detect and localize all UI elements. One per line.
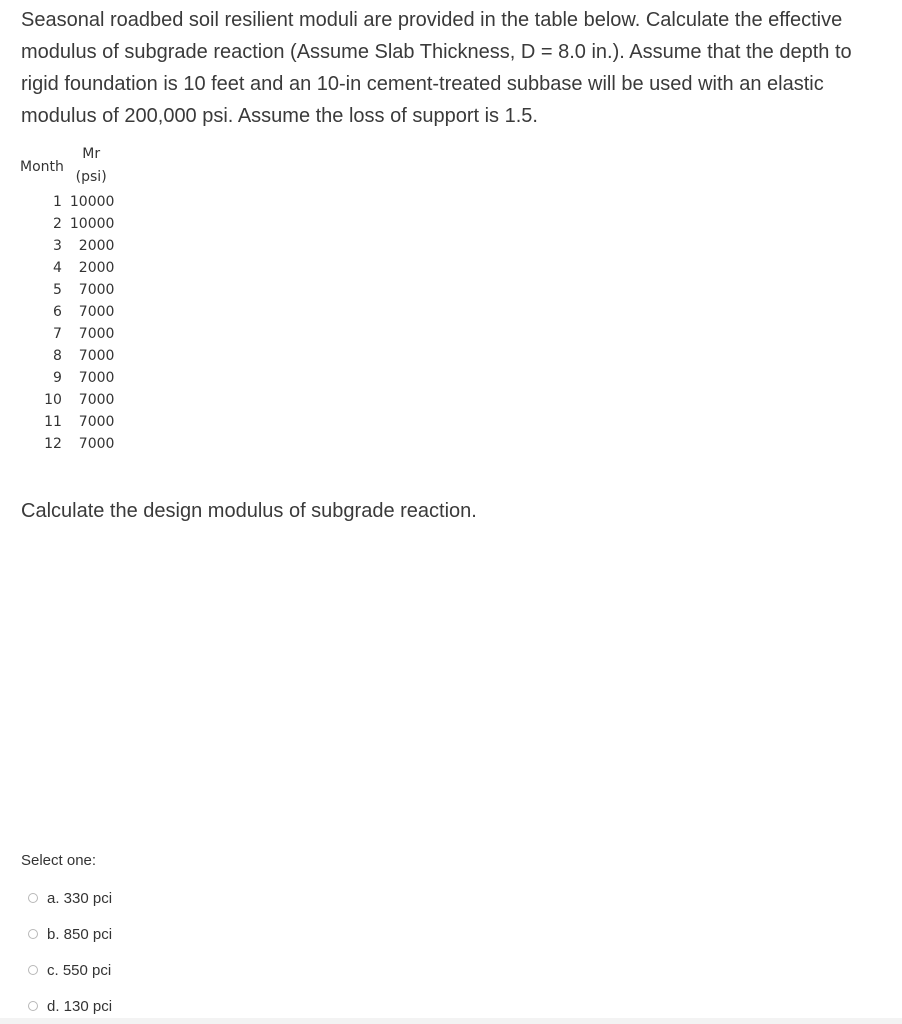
mr-cell: 7000 xyxy=(78,436,115,452)
mr-cell: 7000 xyxy=(78,392,115,408)
moduli-table xyxy=(18,143,116,455)
answer-option-label: a. 330 pci xyxy=(47,889,113,907)
bottom-divider xyxy=(0,1018,902,1024)
table-row xyxy=(18,389,116,411)
mr-cell: 7000 xyxy=(78,414,115,430)
mr-cell: 10000 xyxy=(69,194,115,210)
table-row xyxy=(18,213,116,235)
answer-option-label: c. 550 pci xyxy=(47,961,112,979)
radio-button-d[interactable] xyxy=(28,1001,38,1011)
mr-cell: 10000 xyxy=(69,216,115,232)
month-cell: 4 xyxy=(52,260,62,276)
table-body xyxy=(18,191,116,455)
mr-cell: 7000 xyxy=(78,326,115,342)
mr-cell: 7000 xyxy=(78,304,115,320)
radio-button-c[interactable] xyxy=(28,965,38,975)
radio-button-b[interactable] xyxy=(28,929,38,939)
table-row xyxy=(18,235,116,257)
answer-option-label: b. 850 pci xyxy=(47,925,113,943)
answer-option-a[interactable] xyxy=(21,880,421,916)
answer-option-label: d. 130 pci xyxy=(47,997,113,1015)
month-cell: 6 xyxy=(52,304,62,320)
radio-button-a[interactable] xyxy=(28,893,38,903)
table-row xyxy=(18,301,116,323)
question-prompt: Calculate the design modulus of subgrade reaction. xyxy=(21,500,477,522)
month-cell: 11 xyxy=(44,414,62,430)
answer-option-c[interactable] xyxy=(21,952,421,988)
table-row xyxy=(18,257,116,279)
select-one-label: Select one: xyxy=(21,852,97,869)
mr-cell: 2000 xyxy=(78,260,115,276)
answer-option-b[interactable] xyxy=(21,916,421,952)
table-row xyxy=(18,323,116,345)
month-cell: 8 xyxy=(52,348,62,364)
month-cell: 1 xyxy=(52,194,62,210)
table-header-row xyxy=(18,143,116,191)
mr-header xyxy=(68,143,117,191)
month-header: Month xyxy=(20,159,64,175)
mr-cell: 7000 xyxy=(78,282,115,298)
mr-cell: 7000 xyxy=(78,370,115,386)
month-cell: 10 xyxy=(44,392,62,408)
table-row xyxy=(18,411,116,433)
table-row xyxy=(18,191,116,213)
month-cell: 3 xyxy=(52,238,62,254)
month-cell: 7 xyxy=(52,326,62,342)
mr-header-line2: (psi) xyxy=(75,169,107,185)
mr-cell: 2000 xyxy=(78,238,115,254)
mr-cell: 7000 xyxy=(78,348,115,364)
month-cell: 9 xyxy=(52,370,62,386)
answer-block xyxy=(21,850,421,1024)
month-cell: 5 xyxy=(52,282,62,298)
question-text: Seasonal roadbed soil resilient moduli are provided in the table below. Calculate the effective modulus of subgrade reaction (Assume Slab Thickness, D = 8.0 in.). Assume that the depth to rigid foundation is 10 feet and an 10-in cement-treated subbase will be used with an elastic modulus of 200,000 psi. Assume the loss of support is 1.5. xyxy=(21,9,852,127)
table-row xyxy=(18,345,116,367)
table-row xyxy=(18,433,116,455)
mr-header-line1: Mr xyxy=(82,146,101,162)
table-row xyxy=(18,367,116,389)
month-cell: 2 xyxy=(52,216,62,232)
table-row xyxy=(18,279,116,301)
month-cell: 12 xyxy=(44,436,62,452)
